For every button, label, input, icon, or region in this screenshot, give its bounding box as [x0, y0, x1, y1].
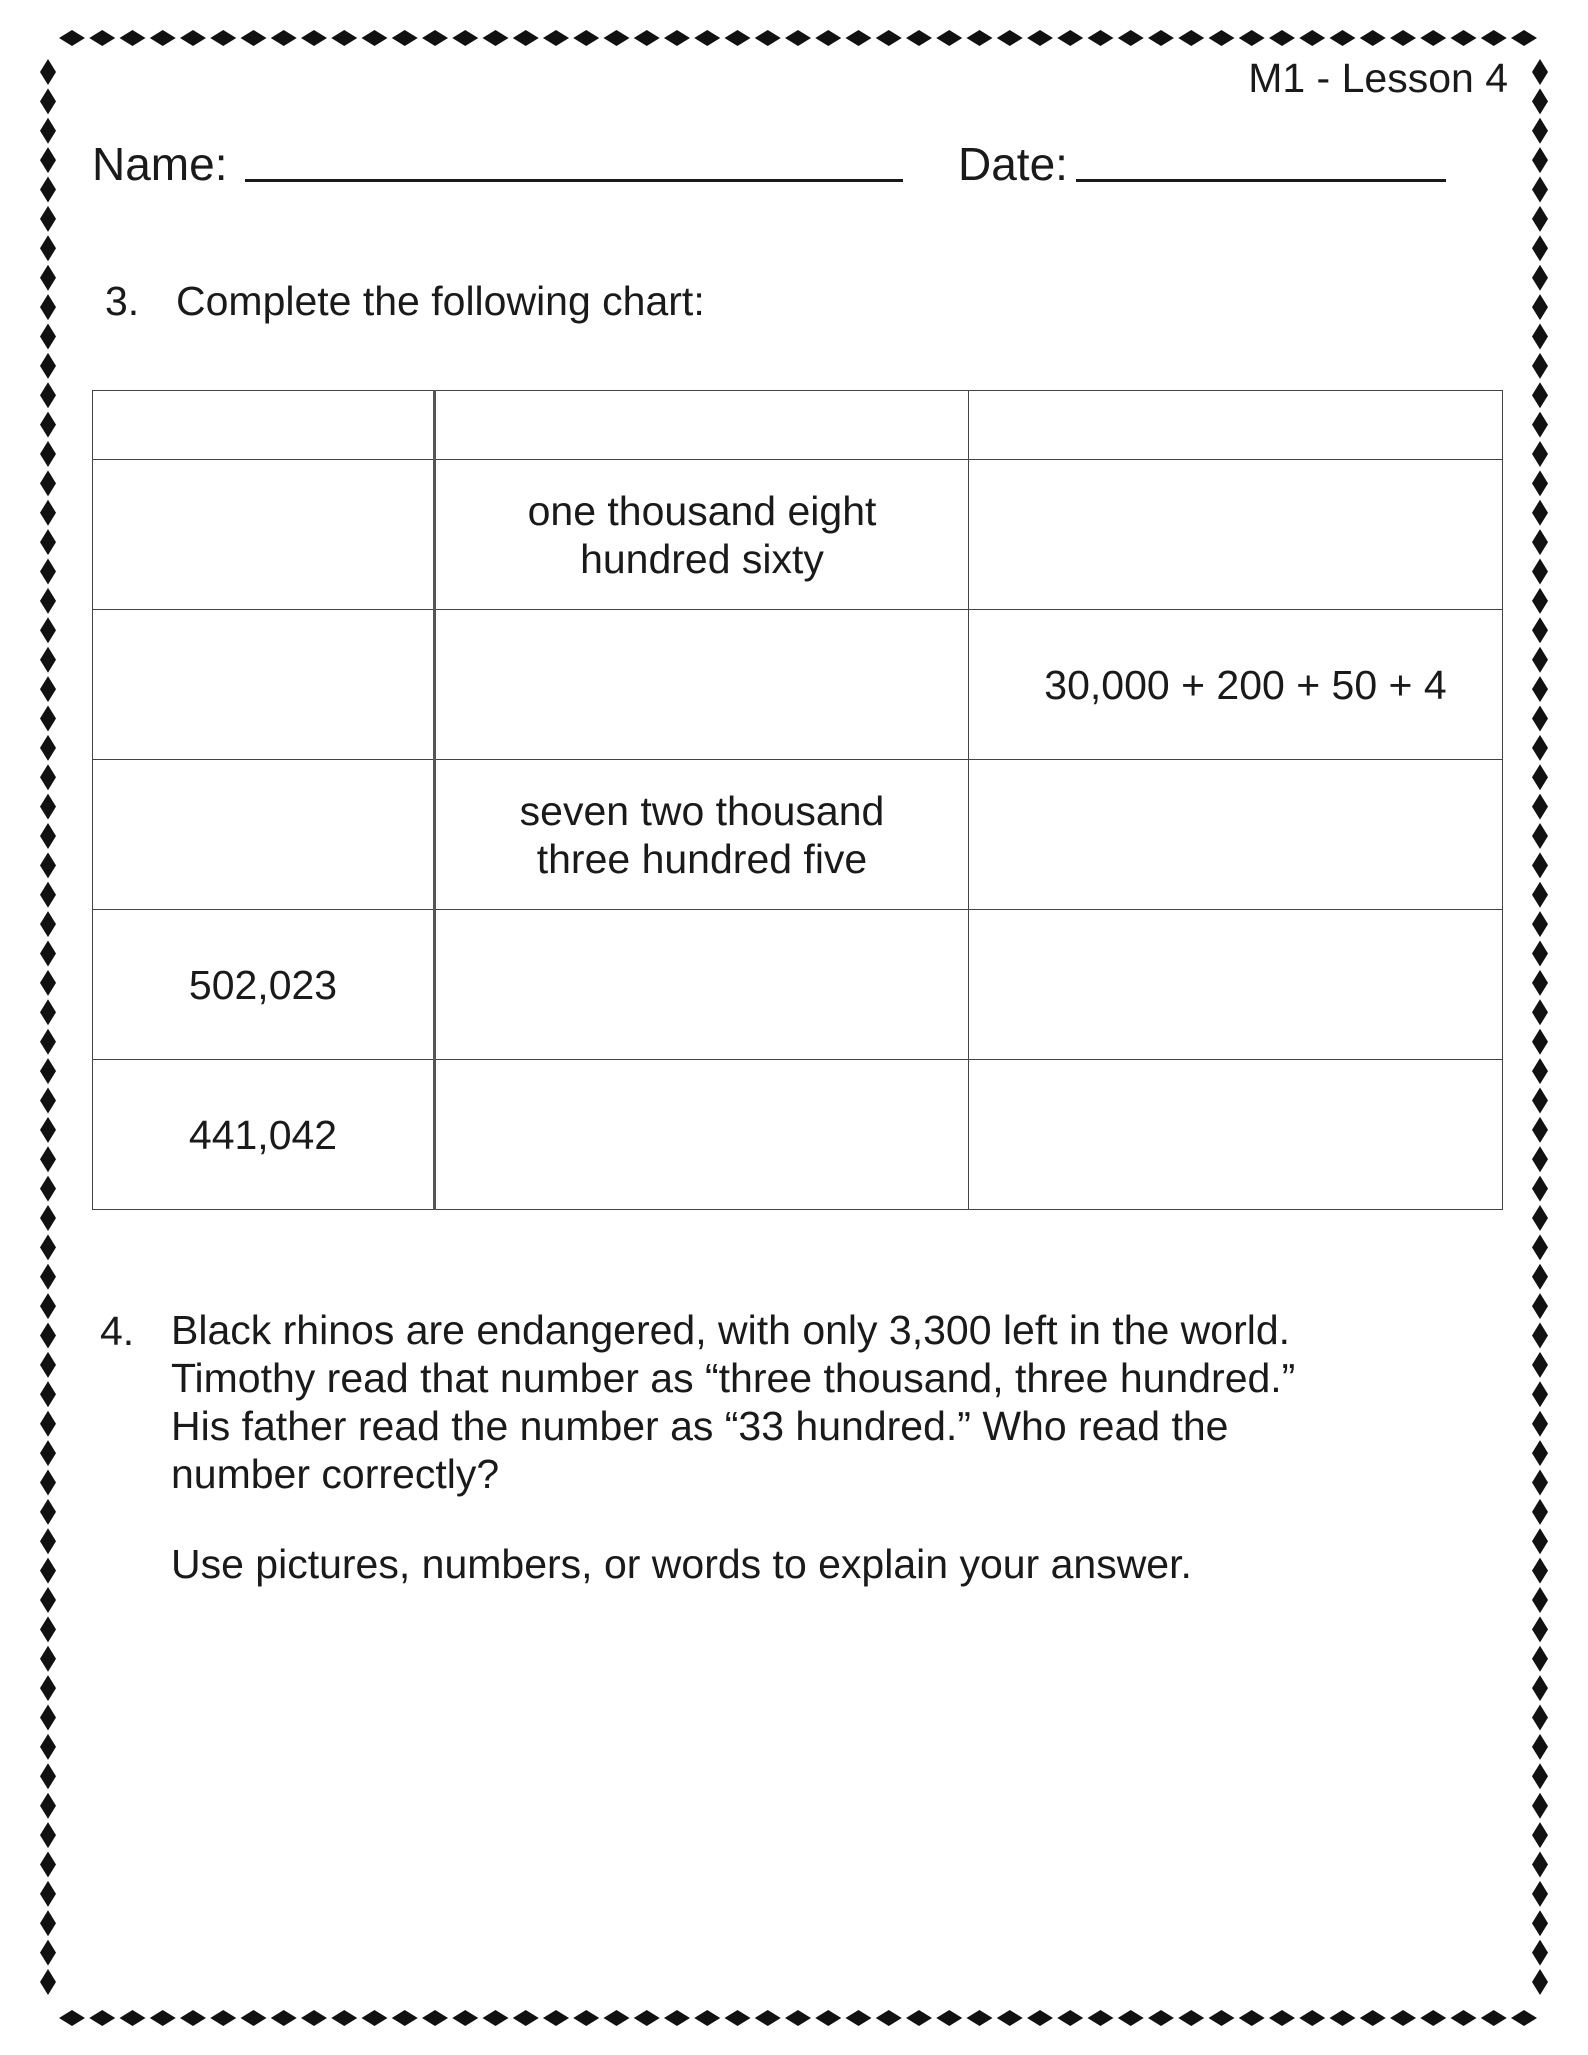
border-diamond: [362, 30, 388, 46]
border-diamond: [1511, 30, 1537, 46]
border-diamond: [40, 764, 56, 790]
border-diamond: [40, 852, 56, 878]
border-diamond: [543, 2010, 569, 2026]
border-diamond: [1532, 941, 1548, 967]
name-label: Name:: [92, 138, 228, 190]
border-diamond: [1532, 1176, 1548, 1202]
border-diamond: [1532, 1528, 1548, 1554]
border-diamond: [694, 2010, 720, 2026]
border-diamond: [40, 294, 56, 320]
chart-cell[interactable]: [435, 910, 969, 1060]
border-diamond: [40, 382, 56, 408]
border-diamond: [1532, 1558, 1548, 1584]
chart-row: [93, 910, 1503, 1060]
border-diamond: [40, 1176, 56, 1202]
border-diamond: [1269, 2010, 1295, 2026]
border-diamond: [422, 30, 448, 46]
border-diamond: [40, 1910, 56, 1936]
border-diamond: [59, 2010, 85, 2026]
border-diamond: [1532, 794, 1548, 820]
border-diamond: [1148, 30, 1174, 46]
border-diamond: [301, 30, 327, 46]
chart-cell: 30,000 + 200 + 50 + 4: [969, 610, 1503, 760]
border-diamond: [40, 588, 56, 614]
border-diamond: [1532, 1499, 1548, 1525]
border-diamond: [40, 1381, 56, 1407]
border-diamond: [40, 1146, 56, 1172]
border-diamond: [755, 30, 781, 46]
question-4-instruction: Use pictures, numbers, or words to explain your answer.: [171, 1541, 1192, 1587]
border-diamond: [1532, 323, 1548, 349]
border-diamond: [785, 2010, 811, 2026]
border-diamond: [40, 1234, 56, 1260]
chart-cell[interactable]: [969, 460, 1503, 610]
border-diamond: [1532, 617, 1548, 643]
border-diamond: [543, 30, 569, 46]
chart-header-cell[interactable]: [969, 391, 1503, 460]
chart-cell[interactable]: [93, 610, 435, 760]
border-diamond: [1118, 30, 1144, 46]
border-diamond: [40, 1411, 56, 1437]
border-diamond: [180, 2010, 206, 2026]
border-diamond: [1532, 1381, 1548, 1407]
border-diamond: [452, 30, 478, 46]
border-diamond: [392, 2010, 418, 2026]
border-diamond: [1532, 735, 1548, 761]
border-diamond: [40, 999, 56, 1025]
border-diamond: [40, 1558, 56, 1584]
border-diamond: [241, 30, 267, 46]
border-diamond: [40, 1616, 56, 1642]
border-diamond: [634, 2010, 660, 2026]
border-diamond: [1532, 59, 1548, 85]
border-diamond: [876, 30, 902, 46]
border-diamond: [1420, 2010, 1446, 2026]
border-diamond: [59, 30, 85, 46]
border-diamond: [1532, 764, 1548, 790]
border-diamond: [694, 30, 720, 46]
border-diamond: [40, 206, 56, 232]
border-diamond: [1532, 882, 1548, 908]
border-diamond: [40, 882, 56, 908]
border-diamond: [271, 30, 297, 46]
border-diamond: [40, 941, 56, 967]
border-diamond: [1532, 1793, 1548, 1819]
chart-cell: 502,023: [93, 910, 435, 1060]
border-diamond: [1532, 1087, 1548, 1113]
chart-cell[interactable]: [435, 610, 969, 760]
border-diamond: [210, 2010, 236, 2026]
border-diamond: [40, 500, 56, 526]
border-diamond: [40, 1763, 56, 1789]
border-diamond: [906, 30, 932, 46]
border-diamond: [1420, 30, 1446, 46]
border-diamond: [1532, 705, 1548, 731]
border-diamond: [40, 323, 56, 349]
border-diamond: [40, 676, 56, 702]
border-diamond: [1532, 1881, 1548, 1907]
border-diamond: [1532, 177, 1548, 203]
border-diamond: [1118, 2010, 1144, 2026]
border-diamond: [40, 1881, 56, 1907]
border-diamond: [40, 529, 56, 555]
border-diamond: [1088, 2010, 1114, 2026]
border-diamond: [604, 30, 630, 46]
border-diamond: [40, 235, 56, 261]
border-diamond: [1511, 2010, 1537, 2026]
date-label: Date:: [958, 138, 1068, 190]
border-diamond: [301, 2010, 327, 2026]
border-diamond: [40, 265, 56, 291]
border-diamond: [1390, 2010, 1416, 2026]
border-diamond: [1532, 970, 1548, 996]
border-diamond: [1532, 1293, 1548, 1319]
border-diamond: [1532, 1734, 1548, 1760]
border-diamond: [1088, 30, 1114, 46]
border-diamond: [120, 2010, 146, 2026]
border-diamond: [513, 30, 539, 46]
border-diamond: [1532, 1646, 1548, 1672]
border-diamond: [40, 559, 56, 585]
border-diamond: [483, 30, 509, 46]
border-diamond: [362, 2010, 388, 2026]
border-diamond: [40, 1969, 56, 1995]
border-diamond: [40, 147, 56, 173]
border-diamond: [1532, 1234, 1548, 1260]
border-diamond: [664, 2010, 690, 2026]
border-diamond: [40, 412, 56, 438]
border-diamond: [1532, 235, 1548, 261]
border-diamond: [513, 2010, 539, 2026]
border-diamond: [1481, 2010, 1507, 2026]
chart-cell[interactable]: [969, 910, 1503, 1060]
border-diamond: [1330, 2010, 1356, 2026]
border-diamond: [1532, 1352, 1548, 1378]
date-field[interactable]: [1076, 179, 1446, 182]
border-diamond: [997, 2010, 1023, 2026]
border-diamond: [1299, 30, 1325, 46]
border-diamond: [1532, 529, 1548, 555]
border-diamond: [40, 1205, 56, 1231]
border-diamond: [1532, 823, 1548, 849]
question-4-number: 4.: [100, 1308, 135, 1354]
border-diamond: [40, 88, 56, 114]
border-diamond: [1532, 118, 1548, 144]
chart-cell: one thousand eight hundred sixty: [435, 460, 969, 610]
border-diamond: [1532, 1205, 1548, 1231]
border-diamond: [573, 30, 599, 46]
question-3-prompt: Complete the following chart:: [176, 278, 705, 324]
border-diamond: [1057, 30, 1083, 46]
border-diamond: [1330, 30, 1356, 46]
border-diamond: [1532, 1587, 1548, 1613]
border-diamond: [40, 1705, 56, 1731]
border-diamond: [40, 617, 56, 643]
border-diamond: [1532, 1822, 1548, 1848]
border-diamond: [906, 2010, 932, 2026]
border-diamond: [1532, 294, 1548, 320]
border-diamond: [331, 30, 357, 46]
border-diamond: [755, 2010, 781, 2026]
border-diamond: [936, 2010, 962, 2026]
border-diamond: [1532, 1117, 1548, 1143]
border-diamond: [40, 1087, 56, 1113]
border-diamond: [1532, 206, 1548, 232]
border-diamond: [150, 30, 176, 46]
question-4-text: Black rhinos are endangered, with only 3,300 left in the world. Timothy read that number as “three thousand, three hundred.” His father read the number as “33 hundred.” Who read the number correctly?: [171, 1307, 1296, 1497]
border-diamond: [40, 705, 56, 731]
chart-cell: seven two thousand three hundred five: [435, 760, 969, 910]
border-diamond: [1209, 2010, 1235, 2026]
border-diamond: [1532, 1705, 1548, 1731]
border-diamond: [40, 1029, 56, 1055]
border-diamond: [1532, 999, 1548, 1025]
border-diamond: [241, 2010, 267, 2026]
border-diamond: [1178, 2010, 1204, 2026]
border-diamond: [40, 1440, 56, 1466]
chart-header-cell[interactable]: [435, 391, 969, 460]
border-diamond: [40, 1469, 56, 1495]
border-diamond: [40, 1822, 56, 1848]
border-diamond: [150, 2010, 176, 2026]
border-diamond: [1239, 30, 1265, 46]
border-diamond: [40, 1734, 56, 1760]
border-diamond: [40, 1851, 56, 1877]
border-diamond: [40, 1528, 56, 1554]
chart-cell[interactable]: [93, 460, 435, 610]
border-diamond: [604, 2010, 630, 2026]
border-diamond: [1532, 1469, 1548, 1495]
border-diamond: [1532, 676, 1548, 702]
border-diamond: [1532, 1940, 1548, 1966]
border-diamond: [967, 2010, 993, 2026]
border-diamond: [1532, 441, 1548, 467]
border-diamond: [89, 2010, 115, 2026]
border-diamond: [1532, 470, 1548, 496]
border-diamond: [40, 59, 56, 85]
border-diamond: [40, 177, 56, 203]
border-diamond: [1532, 559, 1548, 585]
border-diamond: [1532, 852, 1548, 878]
border-diamond: [40, 735, 56, 761]
border-diamond: [1532, 1851, 1548, 1877]
border-diamond: [40, 1058, 56, 1084]
border-diamond: [40, 1352, 56, 1378]
border-diamond: [1532, 1264, 1548, 1290]
border-diamond: [180, 30, 206, 46]
border-diamond: [40, 647, 56, 673]
border-diamond: [1532, 588, 1548, 614]
border-diamond: [1209, 30, 1235, 46]
border-diamond: [1148, 2010, 1174, 2026]
border-diamond: [40, 441, 56, 467]
border-diamond: [40, 1646, 56, 1672]
border-diamond: [1532, 412, 1548, 438]
border-diamond: [1481, 30, 1507, 46]
border-diamond: [573, 2010, 599, 2026]
border-diamond: [40, 1587, 56, 1613]
border-diamond: [40, 1117, 56, 1143]
border-diamond: [271, 2010, 297, 2026]
border-diamond: [1360, 30, 1386, 46]
border-diamond: [1532, 382, 1548, 408]
border-diamond: [40, 1499, 56, 1525]
chart-cell: 441,042: [93, 1060, 435, 1210]
border-diamond: [1239, 2010, 1265, 2026]
border-diamond: [1532, 1146, 1548, 1172]
border-diamond: [1532, 1411, 1548, 1437]
border-diamond: [422, 2010, 448, 2026]
border-diamond: [1532, 911, 1548, 937]
border-diamond: [846, 2010, 872, 2026]
border-diamond: [40, 911, 56, 937]
border-diamond: [1532, 500, 1548, 526]
border-diamond: [1299, 2010, 1325, 2026]
border-diamond: [1532, 1323, 1548, 1349]
border-diamond: [1532, 1058, 1548, 1084]
border-diamond: [1532, 1029, 1548, 1055]
border-diamond: [725, 2010, 751, 2026]
chart-cell[interactable]: [969, 760, 1503, 910]
border-diamond: [40, 794, 56, 820]
border-diamond: [664, 30, 690, 46]
border-diamond: [1532, 265, 1548, 291]
border-diamond: [40, 1293, 56, 1319]
name-field[interactable]: [245, 179, 903, 182]
chart-header-row: [93, 391, 1503, 460]
chart-row: [93, 1060, 1503, 1210]
border-diamond: [1390, 30, 1416, 46]
chart-row: [93, 610, 1503, 760]
border-diamond: [846, 30, 872, 46]
border-diamond: [40, 823, 56, 849]
border-diamond: [634, 30, 660, 46]
border-diamond: [1532, 1910, 1548, 1936]
border-diamond: [1027, 2010, 1053, 2026]
border-diamond: [40, 1940, 56, 1966]
number-chart: [92, 390, 1503, 1210]
border-diamond: [815, 30, 841, 46]
border-diamond: [1532, 1440, 1548, 1466]
border-diamond: [815, 2010, 841, 2026]
chart-row: [93, 760, 1503, 910]
border-diamond: [1360, 2010, 1386, 2026]
chart-row: [93, 460, 1503, 610]
border-diamond: [1532, 1675, 1548, 1701]
border-diamond: [1178, 30, 1204, 46]
question-4-body: [171, 1306, 1471, 1588]
border-diamond: [1027, 30, 1053, 46]
border-diamond: [120, 30, 146, 46]
border-diamond: [1057, 2010, 1083, 2026]
border-diamond: [40, 118, 56, 144]
border-diamond: [40, 1264, 56, 1290]
question-3-number: 3.: [105, 278, 140, 324]
border-diamond: [936, 30, 962, 46]
border-diamond: [483, 2010, 509, 2026]
border-diamond: [392, 30, 418, 46]
border-diamond: [1532, 1616, 1548, 1642]
border-diamond: [1532, 1763, 1548, 1789]
border-diamond: [40, 1323, 56, 1349]
border-diamond: [967, 30, 993, 46]
chart-header-cell[interactable]: [93, 391, 435, 460]
border-diamond: [89, 30, 115, 46]
border-diamond: [40, 353, 56, 379]
border-diamond: [725, 30, 751, 46]
border-diamond: [1532, 88, 1548, 114]
border-diamond: [40, 970, 56, 996]
border-diamond: [785, 30, 811, 46]
border-diamond: [1532, 147, 1548, 173]
chart-cell[interactable]: [93, 760, 435, 910]
border-diamond: [40, 1793, 56, 1819]
border-diamond: [876, 2010, 902, 2026]
border-diamond: [40, 1675, 56, 1701]
border-diamond: [210, 30, 236, 46]
border-diamond: [331, 2010, 357, 2026]
border-diamond: [40, 470, 56, 496]
border-diamond: [452, 2010, 478, 2026]
border-diamond: [1532, 647, 1548, 673]
border-diamond: [1451, 30, 1477, 46]
chart-cell[interactable]: [969, 1060, 1503, 1210]
lesson-label: M1 - Lesson 4: [1248, 55, 1508, 101]
border-diamond: [1532, 353, 1548, 379]
border-diamond: [1269, 30, 1295, 46]
chart-cell[interactable]: [435, 1060, 969, 1210]
border-diamond: [1451, 2010, 1477, 2026]
border-diamond: [1532, 1969, 1548, 1995]
border-diamond: [997, 30, 1023, 46]
